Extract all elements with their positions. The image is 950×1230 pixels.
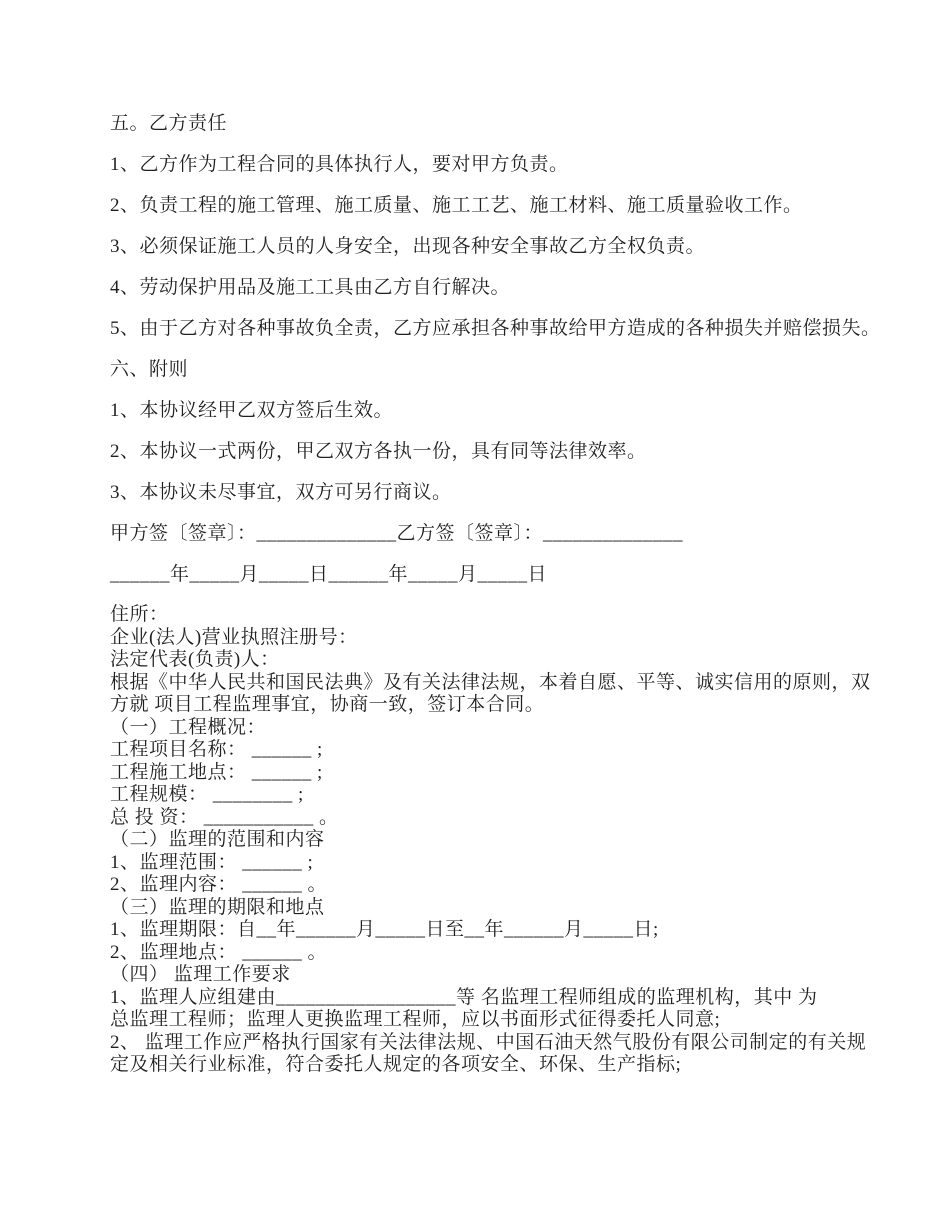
detail-line-preamble-1: 根据《中华人民共和国民法典》及有关法律法规，本着自愿、平等、诚实信用的原则，双: [110, 671, 871, 693]
signature-line: 甲方签〔签章〕：______________乙方签〔签章〕：______________: [110, 523, 684, 544]
section5-item-2: 2、负责工程的施工管理、施工质量、施工工艺、施工材料、施工质量验收工作。: [110, 195, 803, 216]
detail-line-investment: 总 投 资： ___________ 。: [110, 806, 339, 828]
section6-item-2: 2、本协议一式两份，甲乙双方各执一份，具有同等法律效率。: [110, 441, 647, 462]
detail-line-req2-b: 定及相关行业标准，符合委托人规定的各项安全、环保、生产指标;: [110, 1054, 682, 1075]
section5-heading: 五。乙方责任: [110, 113, 228, 134]
section5-item-5: 5、由于乙方对各种事故负全责，乙方应承担各种事故给甲方造成的各种损失并赔偿损失。: [110, 318, 881, 339]
detail-heading-scope: （二）监理的范围和内容: [110, 829, 325, 850]
detail-line-legal-rep: 法定代表(负责)人：: [110, 649, 280, 670]
detail-line-content: 2、监理内容： ______ 。: [110, 874, 328, 895]
section5-item-3: 3、必须保证施工人员的人身安全，出现各种安全事故乙方全权负责。: [110, 236, 706, 257]
section6-heading: 六、附则: [110, 359, 189, 380]
detail-line-req1-a: 1、监理人应组建由__________________等 名监理工程师组成的监理机构，其中 为: [110, 986, 818, 1008]
detail-line-license: 企业(法人)营业执照注册号：: [110, 626, 358, 648]
detail-line-preamble-2: 方就 项目工程监理事宜，协商一致，签订本合同。: [110, 694, 545, 715]
detail-line-req1-b: 总监理工程师；监理人更换监理工程师，应以书面形式征得委托人同意;: [110, 1009, 721, 1030]
detail-line-project-scale: 工程规模： ________ ;: [110, 784, 304, 805]
signature-date-line: ______年_____月_____日______年_____月_____日: [110, 564, 548, 585]
detail-heading-requirements: （四） 监理工作要求: [110, 964, 291, 985]
detail-line-scope: 1、监理范围： ______ ;: [110, 851, 314, 873]
contract-details-block: [110, 604, 895, 1077]
section5-item-4: 4、劳动保护用品及施工工具由乙方自行解决。: [110, 277, 511, 298]
detail-line-location: 2、监理地点： ______ 。: [110, 941, 328, 963]
detail-line-address: 住所：: [110, 604, 169, 625]
detail-line-project-site: 工程施工地点： ______ ;: [110, 761, 323, 783]
detail-line-term: 1、监理期限：自__年______月_____日至__年______月_____日;: [110, 919, 659, 940]
section5-item-1: 1、乙方作为工程合同的具体执行人，要对甲方负责。: [110, 154, 569, 175]
detail-line-project-name: 工程项目名称： ______ ;: [110, 739, 323, 760]
detail-heading-overview: （一）工程概况：: [110, 716, 267, 738]
section6-item-3: 3、本协议未尽事宜，双方可另行商议。: [110, 482, 452, 503]
detail-line-req2-a: 2、 监理工作应严格执行国家有关法律法规、中国石油天然气股份有限公司制定的有关规: [110, 1031, 867, 1053]
detail-heading-term: （三）监理的期限和地点: [110, 896, 325, 918]
section6-item-1: 1、本协议经甲乙双方签后生效。: [110, 400, 394, 421]
